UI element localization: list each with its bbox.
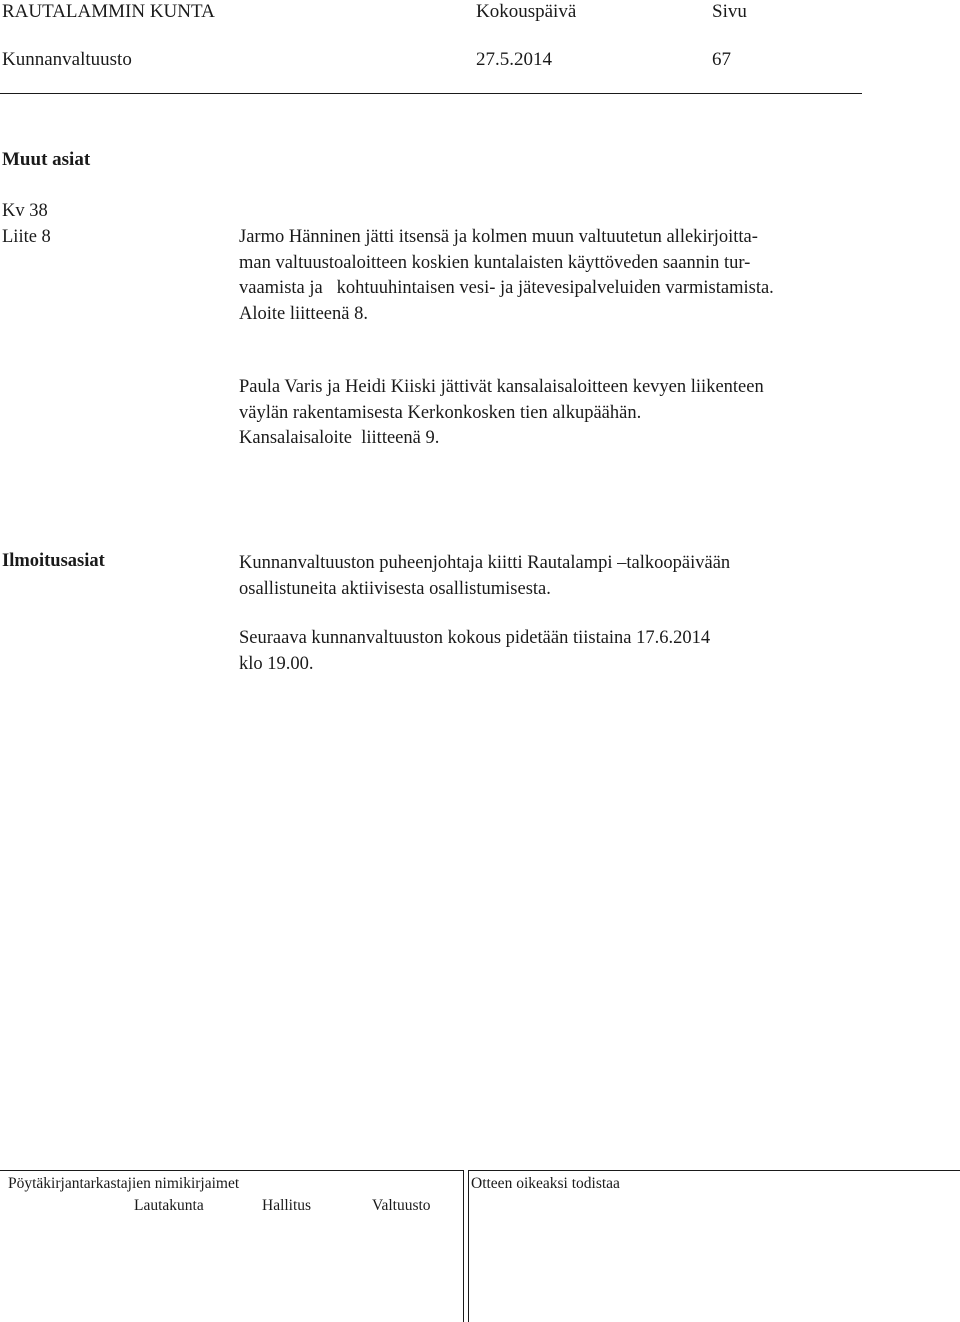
signature-footer	[0, 1170, 960, 1322]
council-name: Kunnanvaltuusto	[2, 49, 132, 70]
page-number: 67	[712, 49, 731, 70]
paragraph-line: Seuraava kunnanvaltuuston kokous pidetään tiistaina 17.6.2014	[239, 628, 711, 648]
paragraph-line: Paula Varis ja Heidi Kiiski jättivät kansalaisaloitteen kevyen liikenteen	[239, 377, 764, 397]
meeting-date: 27.5.2014	[476, 49, 552, 70]
signatures-label: Pöytäkirjantarkastajien nimikirjaimet	[8, 1175, 240, 1192]
header-divider	[0, 93, 862, 94]
certified-label: Otteen oikeaksi todistaa	[471, 1175, 620, 1192]
paragraph-line: väylän rakentamisesta Kerkonkosken tien alkupäähän.	[239, 402, 642, 423]
attachment-reference: Liite 8	[2, 227, 51, 247]
notices-paragraph-1	[239, 551, 939, 602]
paragraph-line: Kunnanvaltuuston puheenjohtaja kiitti Rautalampi –talkoopäivään	[239, 553, 731, 573]
paragraph-line: Jarmo Hänninen jätti itsensä ja kolmen muun valtuutetun allekirjoitta-	[239, 227, 758, 247]
paragraph-line: Aloite liitteenä 8.	[239, 303, 368, 324]
notices-label: Ilmoitusasiat	[2, 551, 105, 571]
board-hallitus: Hallitus	[262, 1197, 312, 1214]
initiative-paragraph-2	[239, 375, 939, 452]
board-valtuusto: Valtuusto	[372, 1197, 431, 1214]
meeting-date-label: Kokouspäivä	[476, 1, 577, 22]
paragraph-line: vaamista ja kohtuuhintaisen vesi- ja jätevesipalveluiden varmistamista.	[239, 278, 774, 298]
paragraph-line: klo 19.00.	[239, 653, 314, 674]
footer-top-rule-left	[0, 1170, 463, 1171]
paragraph-line: man valtuustoaloitteen koskien kuntalaisten käyttöveden saannin tur-	[239, 252, 751, 273]
section-title: Muut asiat	[2, 149, 91, 170]
initiative-paragraph-1	[239, 225, 939, 327]
notices-paragraph-2	[239, 626, 939, 677]
board-lautakunta: Lautakunta	[134, 1197, 204, 1214]
municipality-name: RAUTALAMMIN KUNTA	[2, 1, 215, 22]
paragraph-line: osallistuneita aktiivisesta osallistumisesta.	[239, 578, 551, 599]
page-label: Sivu	[712, 1, 747, 22]
footer-divider	[463, 1170, 464, 1322]
footer-divider	[468, 1170, 469, 1322]
footer-top-rule-right	[468, 1170, 960, 1171]
paragraph-line: Kansalaisaloite liitteenä 9.	[239, 428, 440, 448]
item-number: Kv 38	[2, 201, 48, 221]
